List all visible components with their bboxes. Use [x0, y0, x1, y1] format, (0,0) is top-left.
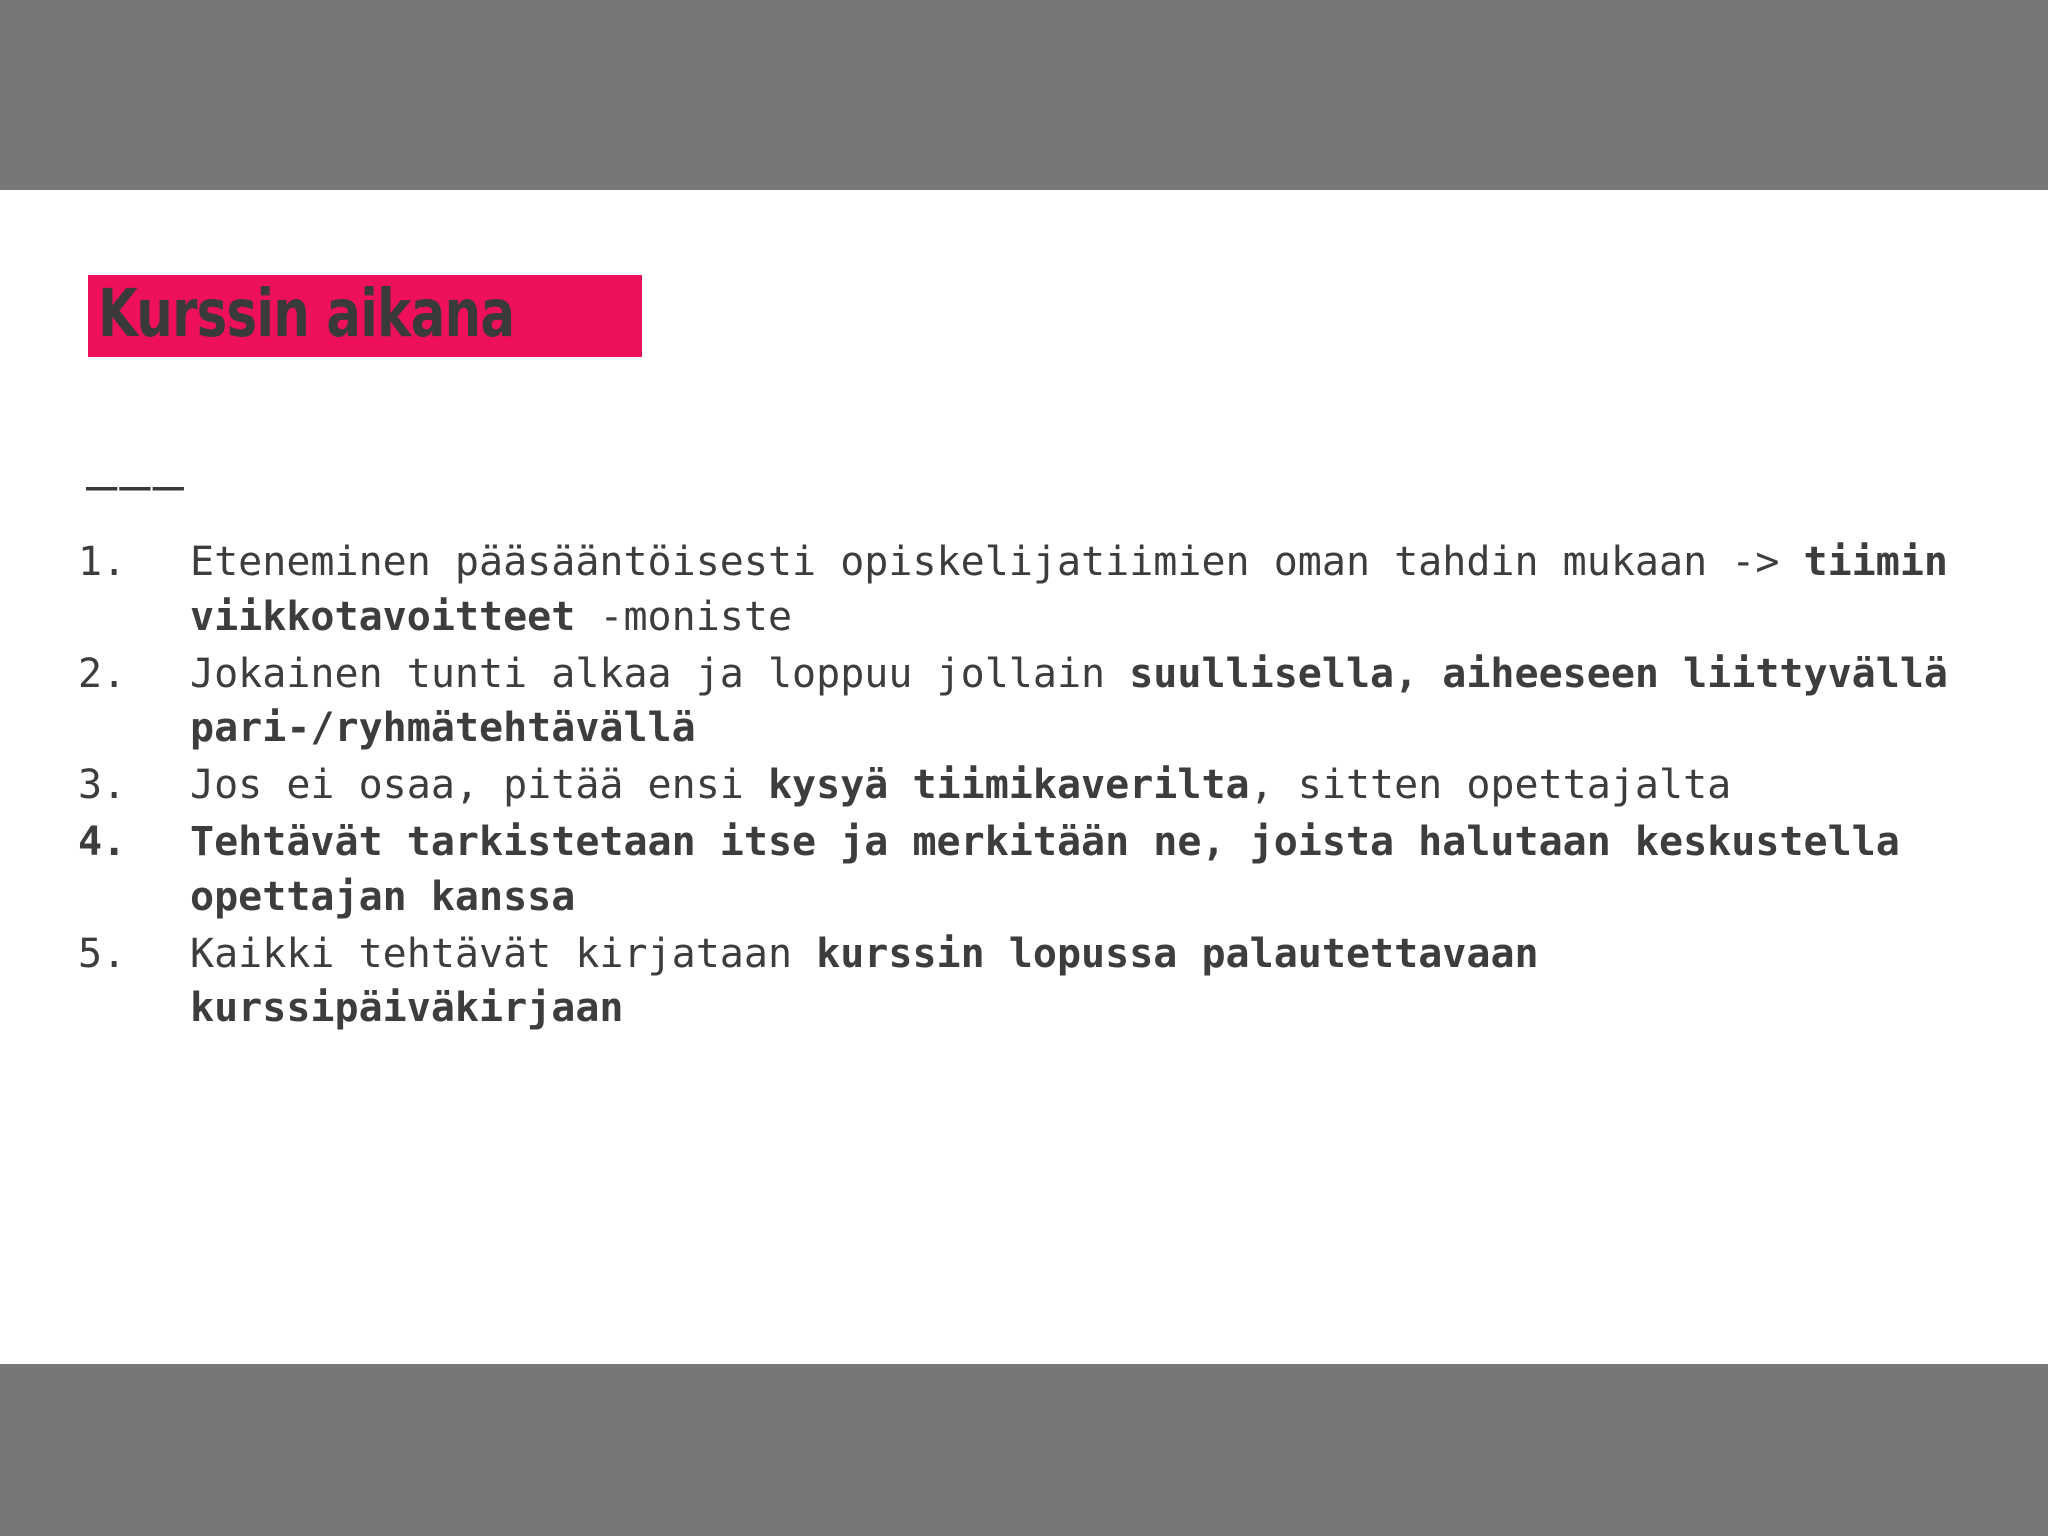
list-item-text [190, 927, 1978, 1037]
emphasis-text: suullisella, aiheeseen liittyvällä pari-/ryhmätehtävällä [190, 650, 1948, 752]
list-item-marker: 5. [78, 930, 127, 977]
plain-text: Jokainen tunti alkaa ja loppuu jollain [190, 650, 1130, 697]
title-divider: ——— [86, 456, 186, 516]
plain-text: , sitten opettajalta [1249, 762, 1732, 809]
slide-canvas [0, 190, 2048, 1364]
list-item-text [190, 647, 1978, 757]
list-item-marker: 2. [78, 650, 127, 697]
emphasis-text: tiimin viikkotavoitteet [190, 539, 1948, 640]
title-text: Kurssin aikana [98, 275, 515, 352]
plain-text: Eteneminen pääsääntöisesti opiskelijatiimien oman tahdin mukaan -> [190, 539, 1804, 585]
list-item-text [190, 815, 1978, 925]
list-item [78, 815, 1978, 925]
list-item [78, 927, 1978, 1037]
list-item [78, 535, 1978, 645]
numbered-list [78, 535, 1978, 1038]
list-item-marker: 3. [78, 762, 127, 809]
plain-text: -moniste [575, 593, 793, 640]
list-item [78, 647, 1978, 757]
title-highlight [88, 275, 642, 357]
list-item-text [190, 535, 1978, 645]
plain-text: Kaikki tehtävät kirjataan [190, 930, 817, 977]
slide-footer-band [0, 1364, 2048, 1536]
list-item-marker: 1. [78, 539, 127, 585]
emphasis-text: kysyä tiimikaverilta [767, 762, 1250, 809]
list-item-text [190, 758, 1978, 813]
emphasis-text: kurssin lopussa palautettavaan kurssipäiväkirjaan [190, 930, 1539, 1032]
list-item-marker: 4. [78, 818, 127, 865]
page-title [88, 275, 642, 357]
emphasis-text: Tehtävät tarkistetaan itse ja merkitään ne, joista halutaan keskustella opettajan kanssa [190, 818, 1900, 920]
list-item [78, 758, 1978, 813]
plain-text: Jos ei osaa, pitää ensi [190, 762, 768, 809]
